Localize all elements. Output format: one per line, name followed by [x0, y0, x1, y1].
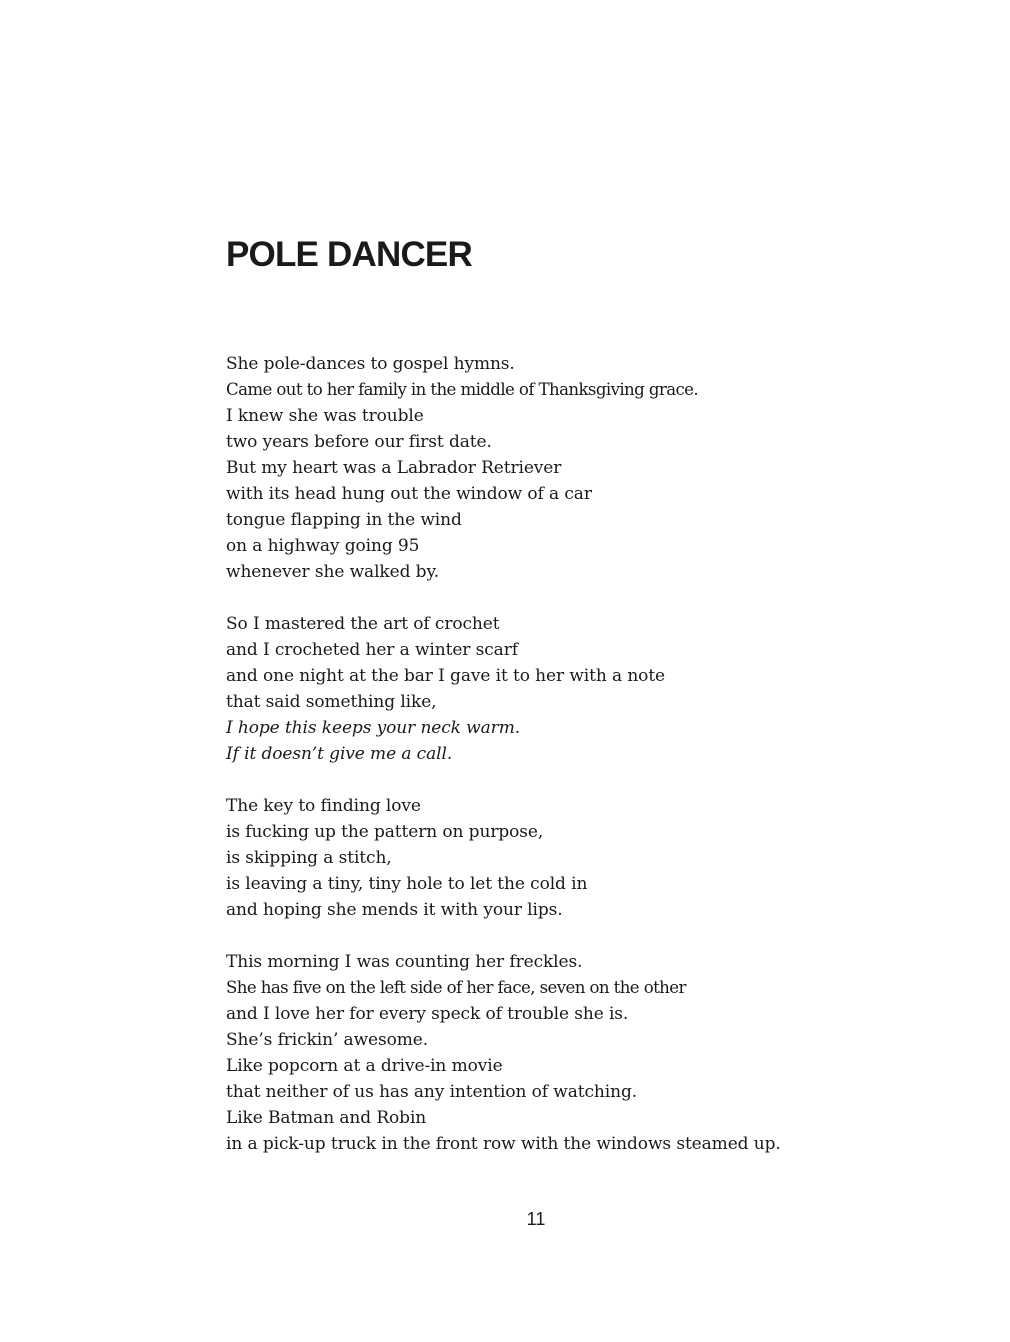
poem-line: This morning I was counting her freckles. [226, 952, 583, 972]
poem-line: that said something like, [226, 692, 437, 712]
poem-title: POLE DANCER [226, 235, 472, 274]
poem-line: is fucking up the pattern on purpose, [226, 822, 544, 842]
poem-line: in a pick-up truck in the front row with the windows steamed up. [226, 1134, 781, 1154]
poem-line: She has five on the left side of her face, seven on the other [226, 978, 686, 997]
poem-body [226, 351, 926, 1157]
poem-line: She pole-dances to gospel hymns. [226, 354, 515, 374]
poem-line: Came out to her family in the middle of Thanksgiving grace. [226, 380, 699, 399]
poem-line: is leaving a tiny, tiny hole to let the cold in [226, 874, 588, 894]
stanza-1 [226, 351, 926, 585]
stanza-3 [226, 793, 926, 923]
poem-line: The key to finding love [226, 796, 421, 816]
poem-line: She’s frickin’ awesome. [226, 1030, 429, 1050]
poem-line: So I mastered the art of crochet [226, 614, 500, 634]
poem-line-italic: If it doesn’t give me a call. [226, 744, 453, 764]
poem-line: and hoping she mends it with your lips. [226, 900, 563, 920]
poem-line: whenever she walked by. [226, 562, 440, 582]
poem-line: and I crocheted her a winter scarf [226, 640, 518, 660]
stanza-4 [226, 949, 926, 1157]
poem-line-italic: I hope this keeps your neck warm. [226, 718, 521, 738]
poem-line: I knew she was trouble [226, 406, 424, 426]
poem-line: Like popcorn at a drive-in movie [226, 1056, 503, 1076]
poem-line: with its head hung out the window of a car [226, 484, 592, 504]
poem-line: and I love her for every speck of trouble she is. [226, 1004, 629, 1024]
poem-line: Like Batman and Robin [226, 1108, 427, 1128]
poem-line: is skipping a stitch, [226, 848, 392, 868]
poem-line: and one night at the bar I gave it to her with a note [226, 666, 666, 686]
poem-line: But my heart was a Labrador Retriever [226, 458, 562, 478]
page-number: 11 [526, 1209, 546, 1229]
poem-line: on a highway going 95 [226, 536, 420, 556]
poem-line: two years before our first date. [226, 432, 492, 452]
poem-line: that neither of us has any intention of watching. [226, 1082, 638, 1102]
stanza-2 [226, 611, 926, 767]
poem-line: tongue flapping in the wind [226, 510, 462, 530]
